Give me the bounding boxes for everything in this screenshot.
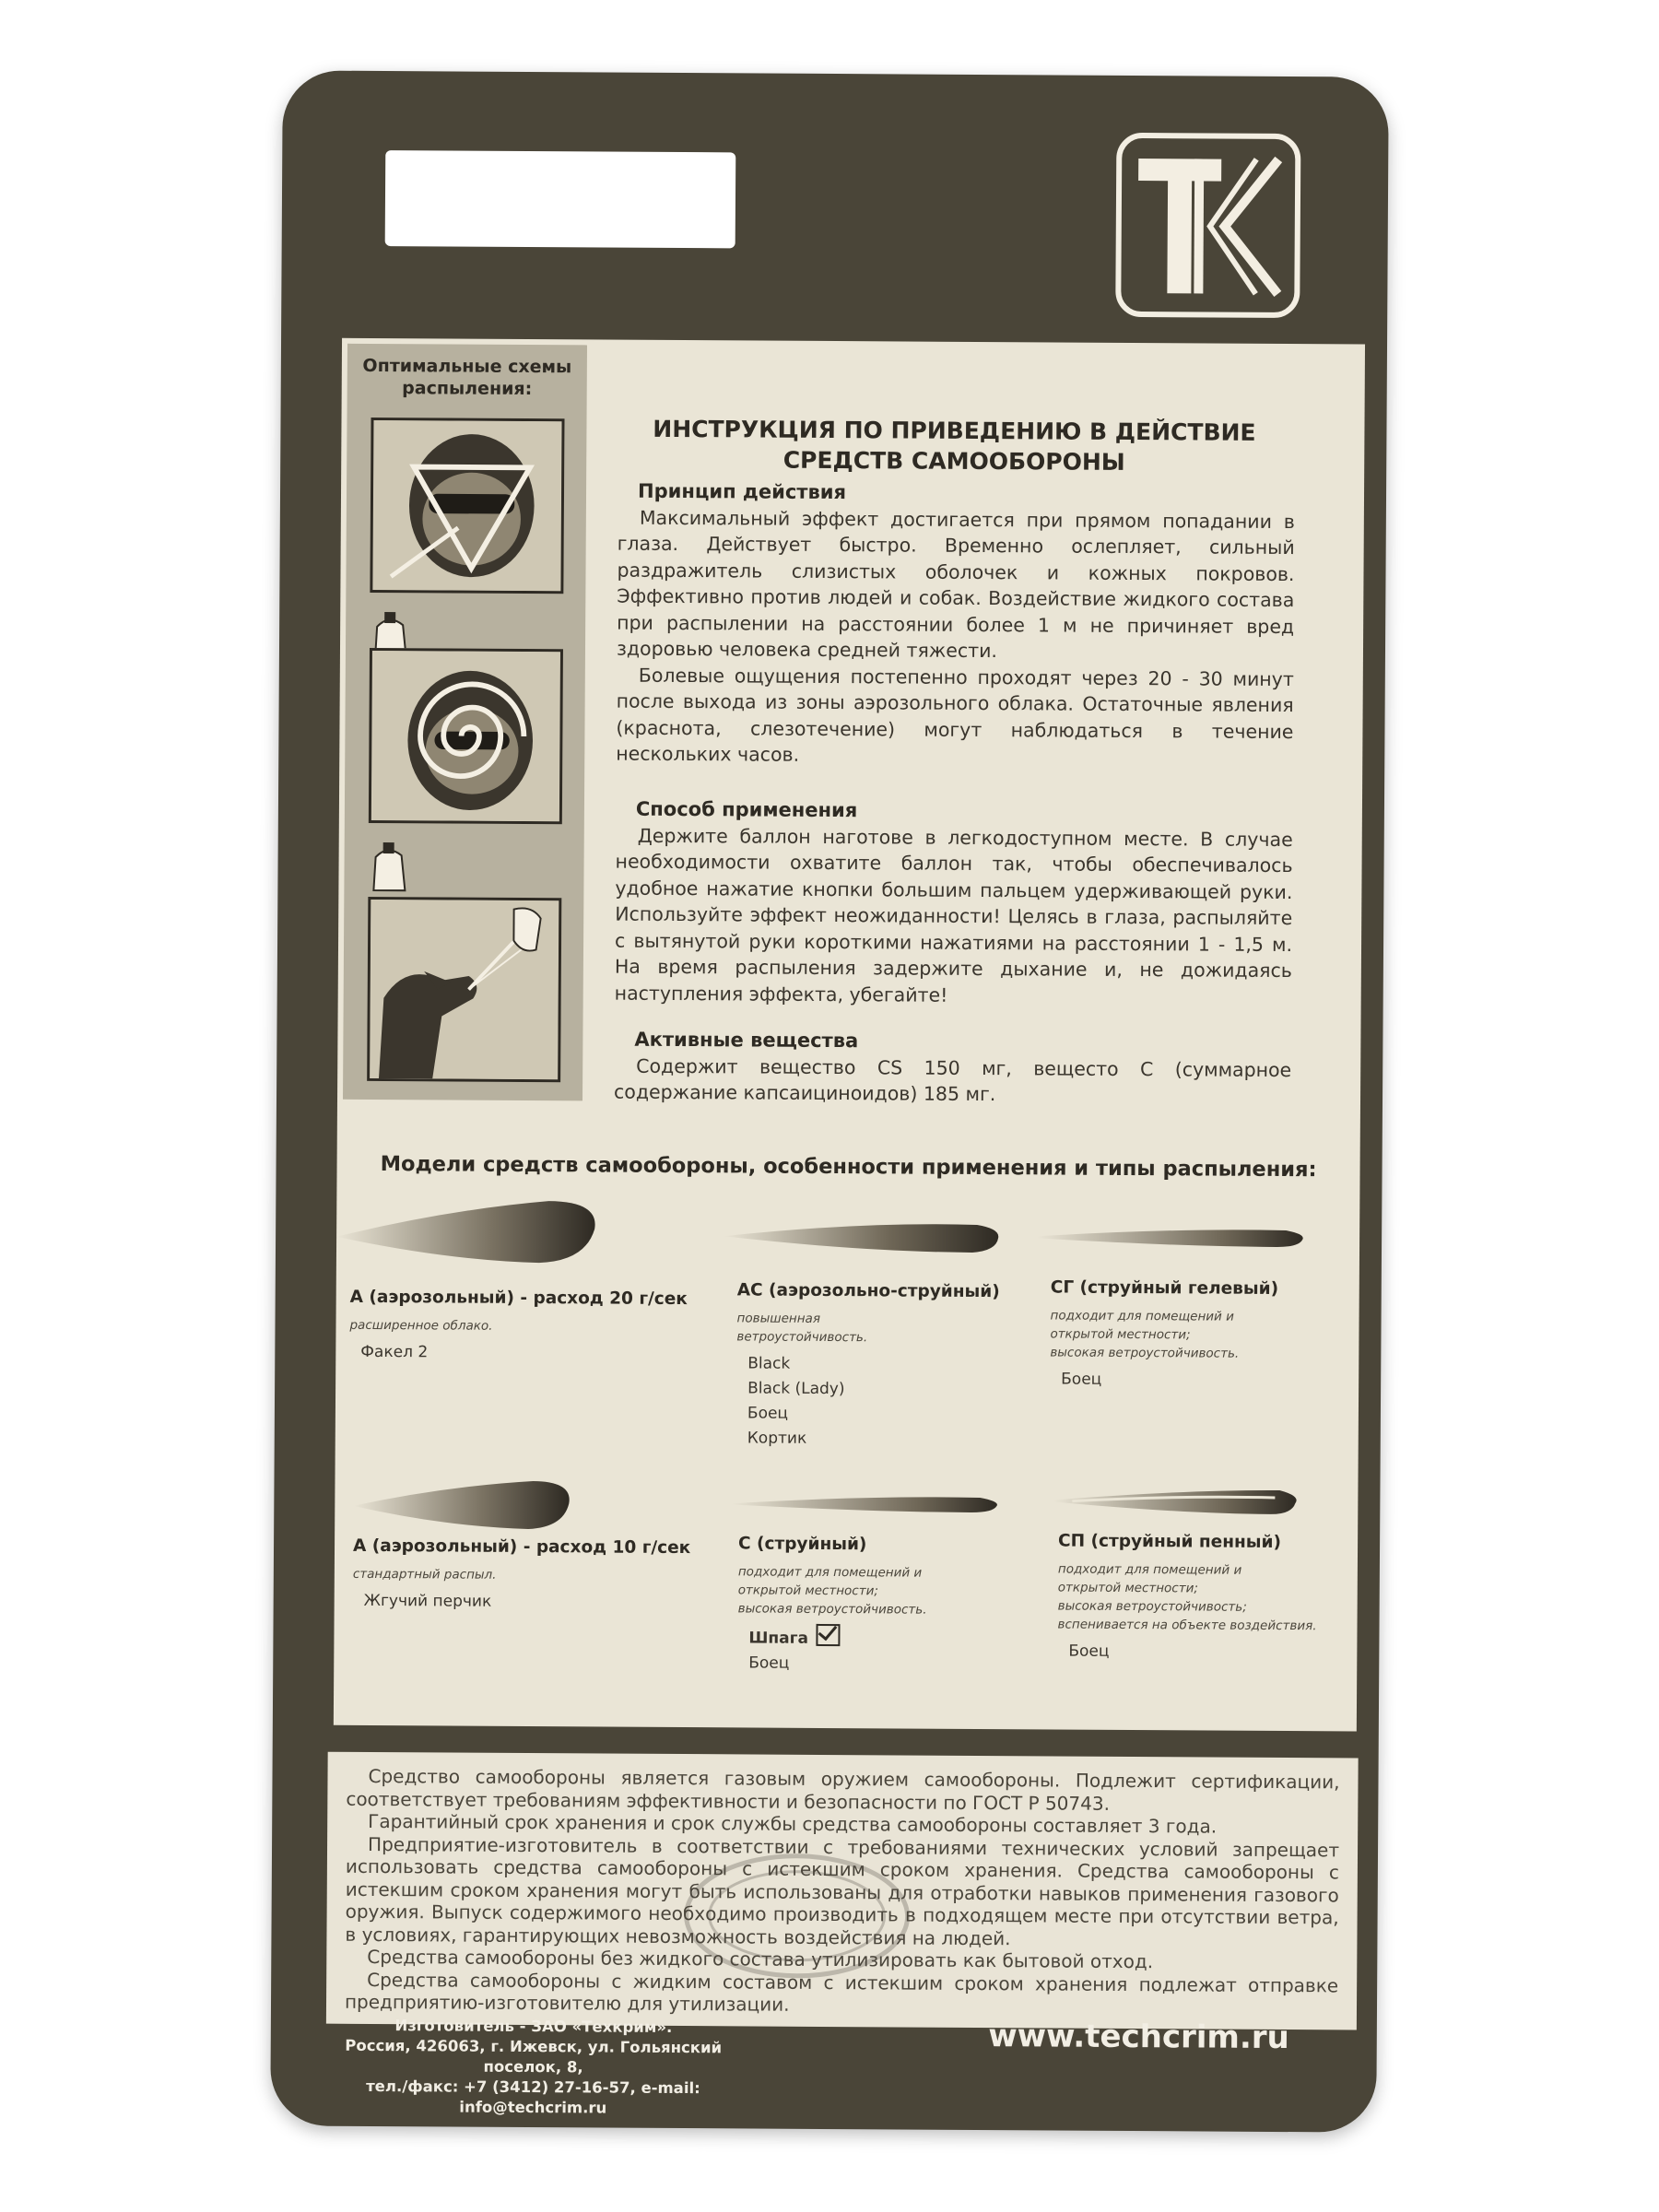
manufacturer-line: Россия, 426063, г. Ижевск, ул. Гольянский поселок, 8,: [345, 2036, 723, 2077]
model-description: [1050, 1306, 1354, 1363]
model-description: [738, 1562, 1042, 1619]
spray-aerosol-wide-icon: [336, 1195, 594, 1271]
spray-schemes-caption: Оптимальные схемы распыления:: [362, 355, 572, 400]
model-description-line: открытой местности;: [1050, 1326, 1191, 1343]
model-products: [1050, 1367, 1354, 1394]
hand-spray-icon: [364, 837, 419, 892]
spray-aerosol-jet-icon: [724, 1216, 1000, 1259]
model-product: Black (Lady): [747, 1379, 845, 1399]
model-title: АС (аэрозольно-струйный): [736, 1280, 1000, 1302]
section-principle: [616, 478, 1295, 771]
manufacturer-line: Изготовитель - ЗАО «Техкрим».: [394, 2017, 673, 2036]
model-products: [736, 1351, 1041, 1453]
face-spiral-illustration: [369, 648, 563, 824]
section-paragraph: Держите баллон наготове в легкодоступном месте. В случае необходимости охватите баллон так, чтобы обеспечивалось удобное нажатие кнопки большим пальцем удерживающей руки. Используйте эффект неожиданности! Целясь в глаза, распыляйте с вытянутой руки короткими нажатиями на расстоянии 1 - 1,5 м. На время распыления задержите дыхание и, не дожидаясь наступления эффекта, убегайте!: [614, 824, 1293, 1006]
model-jet: [737, 1534, 1042, 1677]
model-description: [349, 1316, 653, 1336]
model-products: [737, 1623, 1041, 1677]
model-description-line: ветроустойчивость.: [736, 1329, 868, 1346]
instruction-title: [613, 414, 1295, 479]
model-description-line: открытой местности;: [737, 1583, 878, 1599]
model-product: [748, 1623, 1041, 1653]
model-description: [353, 1565, 657, 1585]
legal-paragraph: Средство самообороны является газовым оружием самообороны. Подлежит сертификации, соответствует требованиям эффективности и безопасности по ГОСТ Р 50743.: [346, 1764, 1340, 1815]
model-title: А (аэрозольный) - расход 20 г/сек: [349, 1287, 688, 1310]
dog-illustration: [367, 897, 561, 1082]
legal-panel: [326, 1752, 1359, 2030]
model-products: [349, 1340, 653, 1367]
section-usage: [615, 796, 1293, 1010]
model-product: Боец: [1068, 1641, 1110, 1661]
model-description-line: подходит для помещений и: [737, 1564, 923, 1581]
section-heading: Принцип действия: [637, 479, 847, 504]
section-paragraph: Болевые ощущения постепенно проходят через 20 - 30 минут после выхода из зоны аэрозольного облака. Остаточные явления (краснота, слезотечение) могут наблюдаться в течение нескольких часов.: [616, 664, 1294, 766]
model-foam-jet: [1057, 1532, 1362, 1666]
model-product: Кортик: [747, 1429, 807, 1448]
model-product-name: Шпага: [748, 1629, 809, 1648]
hang-slot: [385, 150, 736, 248]
package-card: [270, 70, 1389, 2132]
legal-paragraph: Гарантийный срок хранения и срок службы средства самообороны составляет 3 года.: [368, 1809, 1218, 1838]
legal-paragraph: Предприятие-изготовитель в соответствии с требованиями технических условий запрещает использовать средства самообороны с истекшим сроком хранения. Средства самообороны с истекшим сроком хранения могут быть использованы для отработки навыков применения газового оружия. Выпуск содержимого необходимо производить в подходящем месте при отсутствии ветра, в условиях, гарантирующих невозможность воздействия на людей.: [345, 1832, 1340, 1949]
section-paragraph: Максимальный эффект достигается при прямом попадании в глаза. Действует быстро. Временно ослепляет, сильный раздражитель слизистых оболочек и кожных покровов. Эффективно против людей и собак. Воздействие жидкого состава при распылении на расстоянии более 1 м не причиняет вред здоровью человека средней тяжести.: [616, 506, 1295, 663]
spray-jet-icon: [731, 1492, 998, 1518]
model-product: Боец: [748, 1653, 790, 1673]
model-description-line: вспенивается на объекте воздействия.: [1057, 1617, 1317, 1634]
model-product: Black: [747, 1354, 791, 1373]
model-product: Боец: [1061, 1370, 1102, 1389]
section-paragraph: Содержит вещество CS 150 мг, вещесто С (суммарное содержание капсаициноидов) 185 мг.: [613, 1054, 1292, 1106]
legal-paragraph: Средства самообороны с жидким составом с истекшим сроком хранения подлежат отправке предприятию-изготовителю для утилизации.: [344, 1968, 1339, 2016]
legal-text: [345, 1765, 1340, 2019]
checkmark-icon: [816, 1624, 840, 1646]
model-description: [736, 1309, 1041, 1347]
model-description-line: высокая ветроустойчивость;: [1057, 1598, 1247, 1615]
manufacturer-line: тел./факс: +7 (3412) 27-16-57, e-mail: info@techcrim.ru: [366, 2077, 700, 2117]
model-description-line: высокая ветроустойчивость.: [737, 1601, 927, 1618]
models-heading: Модели средств самообороны, особенности применения и типы распыления:: [380, 1152, 1317, 1182]
model-aerosol-20: [349, 1287, 688, 1367]
manufacturer-info: [325, 2016, 741, 2120]
model-gel-jet: [1050, 1277, 1355, 1394]
model-description: [1057, 1560, 1361, 1636]
model-description-line: подходит для помещений и: [1057, 1561, 1242, 1578]
legal-paragraph: Средства самообороны без жидкого состава утилизировать как бытовой отход.: [367, 1945, 1154, 1973]
model-aerosol-10: [352, 1535, 691, 1616]
techcrim-logo: [1115, 133, 1300, 318]
model-product: Жгучий перчик: [363, 1591, 492, 1611]
section-heading: Способ применения: [635, 797, 858, 822]
instruction-title-line: СРЕДСТВ САМООБОРОНЫ: [782, 446, 1125, 476]
model-title: СГ (струйный гелевый): [1050, 1277, 1279, 1299]
model-description-line: высокая ветроустойчивость.: [1050, 1345, 1240, 1361]
model-aerosol-jet: [736, 1280, 1041, 1453]
face-triangle-illustration: [370, 418, 564, 594]
model-product: Боец: [747, 1404, 789, 1423]
section-active-substances: [614, 1027, 1292, 1110]
spray-aerosol-standard-icon: [353, 1477, 570, 1533]
website-url: www.techcrim.ru: [988, 2018, 1289, 2057]
model-description-line: открытой местности;: [1057, 1580, 1199, 1596]
model-title: А (аэрозольный) - расход 10 г/сек: [352, 1535, 691, 1559]
spray-foam-jet-icon: [1053, 1485, 1298, 1520]
section-heading: Активные вещества: [634, 1028, 859, 1053]
model-title: С (струйный): [738, 1534, 867, 1555]
spray-gel-jet-icon: [1037, 1225, 1304, 1253]
model-products: [353, 1589, 657, 1616]
model-title: СП (струйный пенный): [1058, 1531, 1282, 1553]
instruction-title-line: ИНСТРУКЦИЯ ПО ПРИВЕДЕНИЮ В ДЕЙСТВИЕ: [653, 415, 1256, 446]
model-products: [1057, 1640, 1361, 1666]
model-product: Факел 2: [360, 1342, 429, 1362]
model-description-line: подходит для помещений и: [1050, 1308, 1234, 1324]
instruction-panel: [334, 338, 1365, 1732]
model-description-line: повышенная: [736, 1311, 821, 1326]
spray-schemes-column: [343, 344, 587, 1101]
model-description-line: расширенное облако.: [349, 1317, 493, 1334]
model-description-line: стандартный распыл.: [352, 1566, 497, 1583]
